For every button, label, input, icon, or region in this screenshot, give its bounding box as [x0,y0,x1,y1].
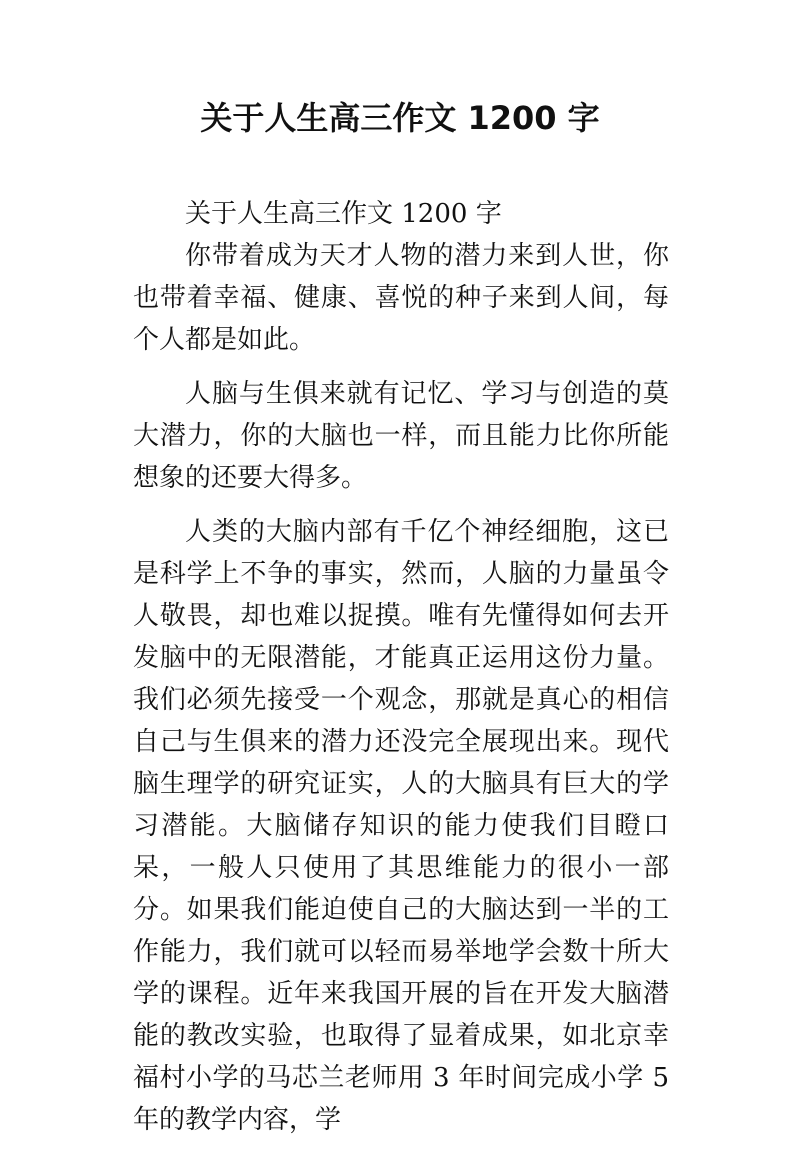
paragraph-subtitle: 关于人生高三作文 1200 字 [185,199,502,229]
document-title: 关于人生高三作文 1200 字 [200,99,600,137]
paragraph: 人脑与生俱来就有记忆、学习与创造的莫大潜力，你的大脑也一样，而且能力比你所能想象的还要大得多。 [133,379,669,493]
paragraph: 你带着成为天才人物的潜力来到人世，你也带着幸福、健康、喜悦的种子来到人间，每个人都是如此。 [133,241,669,355]
document-body [133,193,669,1153]
paragraph: 人类的大脑内部有千亿个神经细胞，这已是科学上不争的事实，然而，人脑的力量虽令人敬畏，却也难以捉摸。唯有先懂得如何去开发脑中的无限潜能，才能真正运用这份力量。我们必须先接受一个观念，那就是真心的相信自己与生俱来的潜力还没完全展现出来。现代脑生理学的研究证实，人的大脑具有巨大的学习潜能。大脑储存知识的能力使我们目瞪口呆，一般人只使用了其思维能力的很小一部分。如果我们能迫使自己的大脑达到一半的工作能力，我们就可以轻而易举地学会数十所大学的课程。近年来我国开展的旨在开发大脑潜能的教改实验，也取得了显着成果，如北京幸福村小学的马芯兰老师用 3 年时间完成小学 5 年的教学内容，学 [133,517,669,1135]
